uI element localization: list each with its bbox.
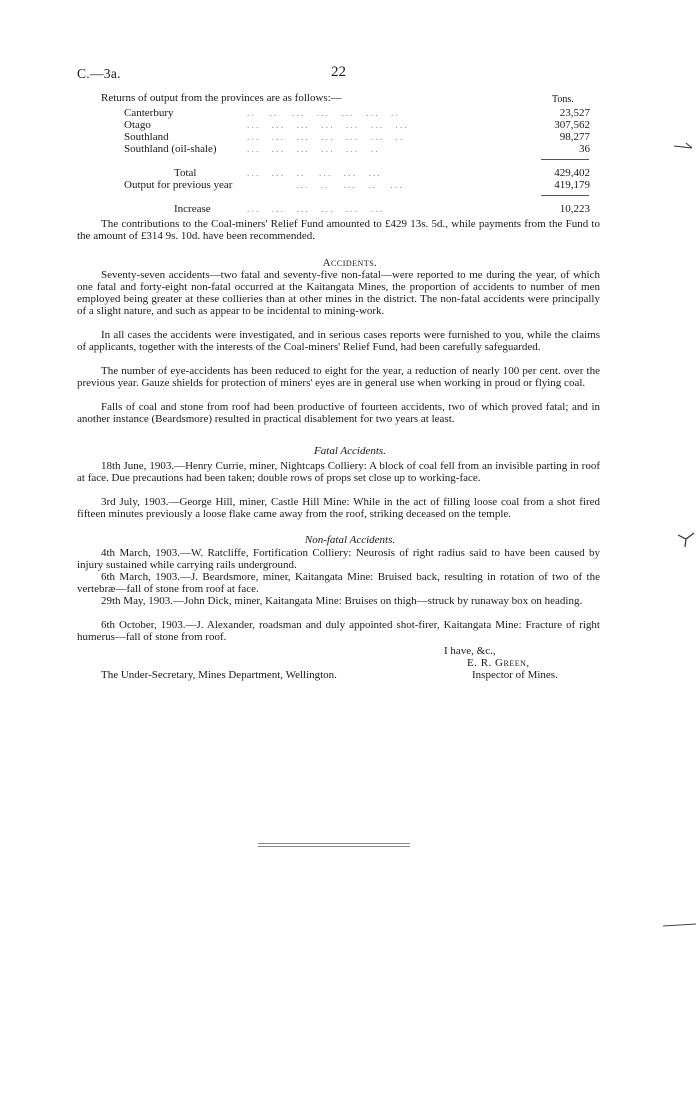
difference-rule xyxy=(541,195,589,196)
leader-dots: . . . . . . . . . . . . . . . . . xyxy=(247,144,378,154)
table-row-increase xyxy=(0,203,700,215)
relief-fund-paragraph: The contributions to the Coal-miners' Relief Fund amounted to £429 13s. 5d., while payments from the Fund to the amount of £314 9s. 10d. have been recommended. xyxy=(77,218,600,242)
addressee: The Under-Secretary, Mines Department, Wellington. xyxy=(101,669,337,681)
fatal-accidents-heading: Fatal Accidents. xyxy=(314,445,386,457)
total-output: 429,402 xyxy=(554,167,590,179)
closing-rule xyxy=(258,846,410,847)
signoff-name: E. R. Green, xyxy=(467,657,530,669)
fatal-accident-entry: 18th June, 1903.—Henry Currie, miner, Nightcaps Colliery: A block of coal fell from an invisible parting in roof at face. Due precautions had been taken; double rows of props set close up to working-face. xyxy=(77,460,600,484)
province-output: 36 xyxy=(579,143,590,155)
province-name: Southland (oil-shale) xyxy=(124,143,217,155)
signoff-title: Inspector of Mines. xyxy=(472,669,558,681)
margin-mark xyxy=(676,531,696,549)
non-fatal-accident-entry: 29th May, 1903.—John Dick, miner, Kaitangata Mine: Bruises on thigh—struck by runaway box on heading. xyxy=(101,595,583,607)
closing-rule xyxy=(258,843,410,844)
leader-dots: . . . . . . . . . . . . . . . . . xyxy=(247,168,380,178)
sum-rule xyxy=(541,159,589,160)
signoff-have: I have, &c., xyxy=(444,645,496,657)
document-reference: C.—3a. xyxy=(77,66,121,81)
table-row xyxy=(0,119,700,131)
fatal-accident-entry: 3rd July, 1903.—George Hill, miner, Castle Hill Mine: While in the act of filling loose coal from a shot fired fifteen minutes previously a loose flake came away from the roof, striking deceased on the temple. xyxy=(77,496,600,520)
province-output: 307,562 xyxy=(554,119,590,131)
accidents-heading: Accidents. xyxy=(322,257,378,269)
output-intro: Returns of output from the provinces are as follows:— xyxy=(101,92,342,104)
paragraph-investigations: In all cases the accidents were investigated, and in serious cases reports were furnished to you, while the claims of applicants, together with the interests of the Coal-miners' Relief Fund, had been carefully safeguarded. xyxy=(77,329,600,353)
province-output: 98,277 xyxy=(559,131,590,143)
table-row-total xyxy=(0,167,700,179)
total-label: Total xyxy=(174,167,197,179)
province-name: Otago xyxy=(124,119,151,131)
paragraph-accidents-summary: Seventy-seven accidents—two fatal and seventy-five non-fatal—were reported to me during the year, of which one fatal and forty-eight non-fatal occurred at the Kaitangata Mines, the proportion of accidents to number of men employed being greater at these collieries than at other mines in the district. The non-fatal accidents were principally of a slight nature, and such as appear to be incidental to mining-work. xyxy=(77,269,600,317)
non-fatal-accident-entry: 6th March, 1903.—J. Beardsmore, miner, Kaitangata Mine: Bruised back, resulting in rotation of two of the vertebræ—fall of stone from roof at face. xyxy=(77,571,600,595)
increase-output: 10,223 xyxy=(559,203,590,215)
table-row xyxy=(0,143,700,155)
leader-dots: . . . . . . . . . . . . . xyxy=(296,180,402,190)
province-output: 23,527 xyxy=(559,107,590,119)
province-name: Southland xyxy=(124,131,169,143)
table-row-previous xyxy=(0,179,700,191)
non-fatal-accident-entry: 6th October, 1903.—J. Alexander, roadsman and duly appointed shot-firer, Kaitangata Mine: Fracture of right humerus—fall of stone from roof. xyxy=(77,619,600,643)
leader-dots: . . . . . . . . . . . . . . . . . . xyxy=(247,108,398,118)
paragraph-eye-accidents: The number of eye-accidents has been reduced to eight for the year, a reduction of nearly 100 per cent. over the previous year. Gauze shields for protection of miners' eyes are in general use when working in proud or flying coal. xyxy=(77,365,600,389)
non-fatal-accident-entry: 4th March, 1903.—W. Ratcliffe, Fortification Colliery: Neurosis of right radius said to have been caused by injury sustained while carrying rails underground. xyxy=(77,547,600,571)
tons-column-header: Tons. xyxy=(552,94,574,105)
leader-dots: . . . . . . . . . . . . . . . . . . . . . xyxy=(247,120,407,130)
previous-output: 419,179 xyxy=(554,179,590,191)
previous-label: Output for previous year xyxy=(124,179,233,191)
non-fatal-accidents-heading: Non-fatal Accidents. xyxy=(304,534,396,546)
margin-mark xyxy=(662,920,698,930)
table-row xyxy=(0,131,700,143)
increase-label: Increase xyxy=(174,203,211,215)
table-row xyxy=(0,107,700,119)
page-number: 22 xyxy=(331,64,346,80)
province-name: Canterbury xyxy=(124,107,174,119)
leader-dots: . . . . . . . . . . . . . . . . . . . . xyxy=(247,132,403,142)
paragraph-roof-falls: Falls of coal and stone from roof had been productive of fourteen accidents, two of which proved fatal; and in another instance (Beardsmore) resulted in practical disablement for two years at least. xyxy=(77,401,600,425)
leader-dots: . . . . . . . . . . . . . . . . . . xyxy=(247,204,382,214)
margin-mark xyxy=(672,140,696,152)
